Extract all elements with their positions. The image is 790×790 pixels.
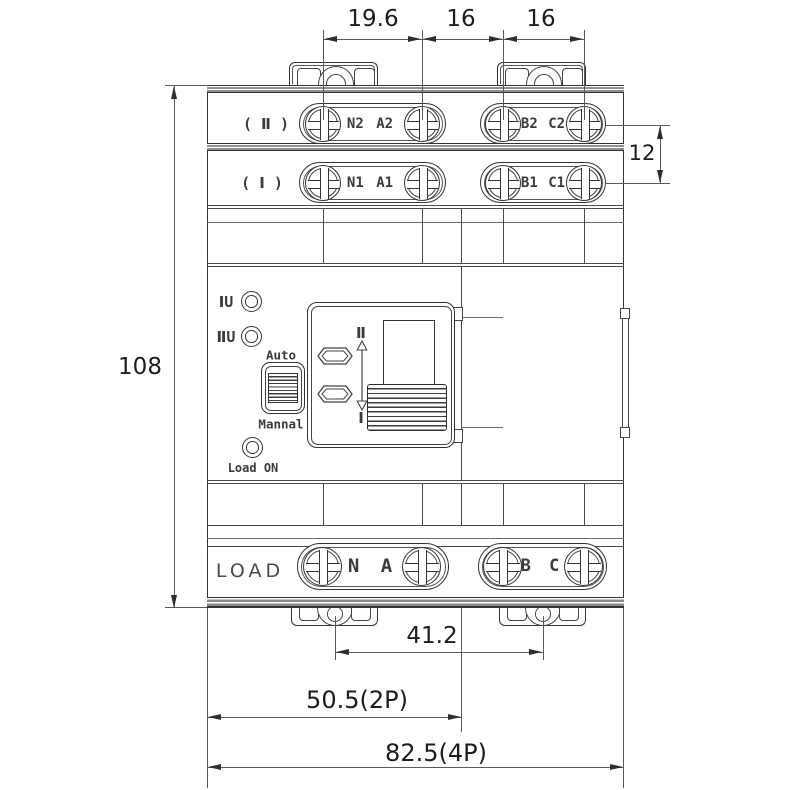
dimension-line-82 <box>207 767 624 768</box>
terminal-label-b1c1: B1 C1 <box>520 175 566 191</box>
dimension-line-top <box>323 39 584 40</box>
terminal-label-n2a2: N2 A2 <box>346 116 394 132</box>
load-label: LOAD <box>215 560 285 582</box>
dimension-arrow <box>489 36 502 42</box>
tab-slot <box>351 608 371 621</box>
body-line <box>207 525 624 526</box>
source2-label: ( Ⅱ ) <box>242 115 290 133</box>
pole-divider <box>503 483 504 525</box>
dimension-line-50 <box>207 717 462 718</box>
terminal-screw <box>402 547 441 586</box>
dimension-arrow <box>657 126 663 139</box>
face-top-line <box>207 266 624 267</box>
dim-label-41-2: 41.2 <box>406 623 458 649</box>
dim-label-16a: 16 <box>446 6 476 32</box>
body-line <box>207 538 624 539</box>
pole-divider <box>584 208 585 263</box>
terminal-screw <box>564 547 603 586</box>
body-line <box>207 205 624 206</box>
body-line <box>207 208 624 209</box>
dimension-arrow <box>448 714 461 720</box>
pole-divider <box>584 483 585 525</box>
switch-slider <box>268 373 298 403</box>
dimension-arrow <box>570 36 583 42</box>
terminal-screw <box>483 547 522 586</box>
handle-stem <box>383 320 435 386</box>
dimension-arrow <box>529 649 542 655</box>
pole-divider <box>461 208 462 263</box>
mech-line <box>461 317 503 318</box>
top-rail-band <box>207 85 624 93</box>
load-on-label: Load ON <box>227 461 279 475</box>
dimension-arrow <box>504 36 517 42</box>
terminal-label-n1a1: N1 A1 <box>346 175 394 191</box>
manual-label: Mannal <box>258 416 304 432</box>
dimension-arrow <box>208 764 221 770</box>
tab-slot <box>562 68 583 85</box>
terminal-screw <box>485 165 521 201</box>
extension-line <box>207 608 208 788</box>
led-indicator-2 <box>241 326 262 347</box>
tab-slot <box>559 608 579 621</box>
terminal-label-na: N A <box>347 555 393 577</box>
terminal-divider-band <box>207 143 624 151</box>
extension-line <box>323 30 324 120</box>
side-rail-bracket <box>622 308 629 438</box>
hexagon-indicator-2 <box>318 348 352 364</box>
hexagon-indicator-1 <box>318 386 352 402</box>
extension-line <box>584 30 585 120</box>
dim-label-50-5: 50.5(2P) <box>306 686 408 714</box>
dim-label-108: 108 <box>118 354 162 380</box>
dimension-arrow <box>610 764 623 770</box>
dimension-arrow <box>657 170 663 183</box>
position-label-1: Ⅰ <box>358 409 364 427</box>
terminal-screw <box>303 547 342 586</box>
dimension-arrow <box>171 595 177 608</box>
led2-label: ⅡU <box>216 328 236 346</box>
position-label-2: Ⅱ <box>356 324 366 342</box>
dimension-arrow <box>423 36 436 42</box>
manual-handle-knob <box>367 384 447 431</box>
mech-line <box>461 427 503 428</box>
terminal-label-bc: B C <box>520 556 560 576</box>
dimension-arrow <box>408 36 421 42</box>
terminal-screw <box>566 165 602 201</box>
pole-divider <box>461 483 462 525</box>
terminal-screw <box>305 165 341 201</box>
center-divider <box>461 266 462 480</box>
pole-divider <box>323 208 324 263</box>
bracket-notch <box>620 427 630 438</box>
pole-divider <box>323 483 324 525</box>
tab-slot <box>507 608 527 621</box>
extension-line <box>623 608 624 788</box>
pole-divider <box>503 208 504 263</box>
face-bottom-line <box>207 483 624 484</box>
dim-label-19-6: 19.6 <box>347 6 399 32</box>
din-rail-band <box>207 597 624 607</box>
bracket-notch <box>620 308 630 319</box>
dimension-line-41 <box>335 652 543 653</box>
tab-slot <box>299 608 319 621</box>
body-line <box>207 222 624 223</box>
dim-label-12: 12 <box>628 141 656 165</box>
face-top-line <box>207 263 624 264</box>
extension-line <box>543 616 544 660</box>
terminal-label-b2c2: B2 C2 <box>520 116 566 132</box>
dimension-line-left <box>174 85 175 608</box>
load-on-led <box>242 437 263 458</box>
extension-line <box>422 30 423 120</box>
led1-label: ⅠU <box>218 293 234 311</box>
tab-slot <box>354 68 375 85</box>
pole-divider <box>422 483 423 525</box>
terminal-screw <box>404 165 440 201</box>
face-bottom-line <box>207 480 624 481</box>
auto-label: Auto <box>265 347 297 363</box>
extension-line <box>461 608 462 732</box>
dim-label-16b: 16 <box>526 6 556 32</box>
dimension-arrow <box>208 714 221 720</box>
pole-divider <box>422 208 423 263</box>
direction-arrow-up <box>357 341 367 350</box>
dimension-arrow <box>336 649 349 655</box>
dimension-arrow <box>324 36 337 42</box>
source1-label: ( Ⅰ ) <box>241 174 283 192</box>
dimension-arrow <box>171 86 177 99</box>
extension-line <box>503 30 504 120</box>
led-indicator-1 <box>241 291 262 312</box>
dim-label-82-5: 82.5(4P) <box>385 739 487 767</box>
